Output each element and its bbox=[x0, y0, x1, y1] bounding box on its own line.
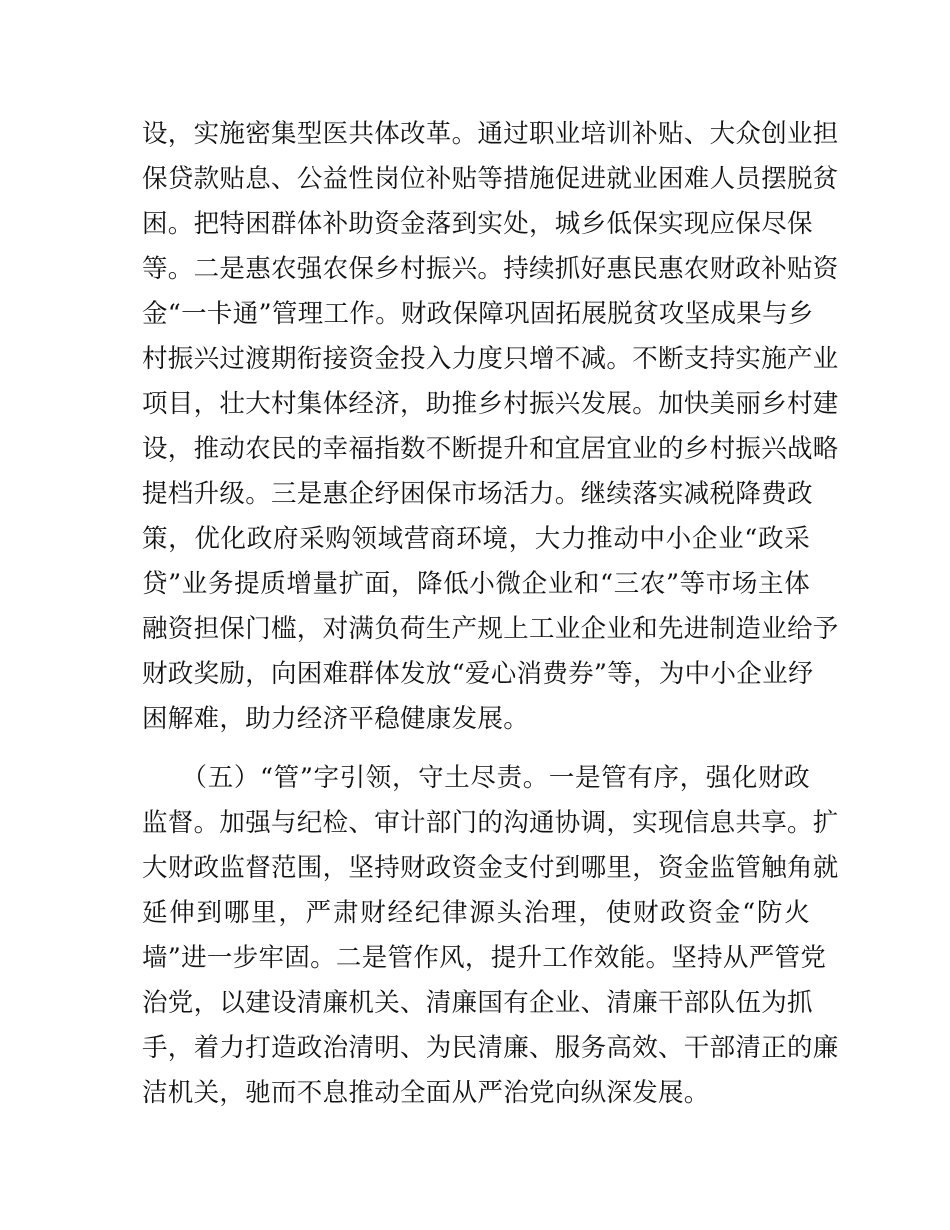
paragraph-1 bbox=[142, 112, 839, 742]
text-line: 困解难，助力经济平稳健康发展。 bbox=[142, 704, 530, 734]
text-line: 监督。加强与纪检、审计部门的沟通协调，实现信息共享。扩 bbox=[142, 808, 839, 838]
text-line: 村振兴过渡期衔接资金投入力度只增不减。不断支持实施产业 bbox=[142, 344, 839, 374]
text-line: 融资担保门槛，对满负荷生产规上工业企业和先进制造业给予 bbox=[142, 614, 839, 644]
paragraph-2 bbox=[142, 756, 839, 1116]
text-line: 墙”进一步牢固。二是管作风，提升工作效能。坚持从严管党 bbox=[142, 943, 827, 973]
text-line: 提档升级。三是惠企纾困保市场活力。继续落实减税降费政 bbox=[142, 479, 813, 509]
text-line: 困。把特困群体补助资金落到实处，城乡低保实现应保尽保 bbox=[142, 209, 813, 239]
text-line: 治党，以建设清廉机关、清廉国有企业、清廉干部队伍为抓 bbox=[142, 988, 813, 1018]
text-line: 保贷款贴息、公益性岗位补贴等措施促进就业困难人员摆脱贫 bbox=[142, 164, 839, 194]
text-line: 设，实施密集型医共体改革。通过职业培训补贴、大众创业担 bbox=[142, 119, 839, 149]
text-line: （五）“管”字引领，守土尽责。一是管有序，强化财政 bbox=[142, 763, 810, 793]
text-line: 手，着力打造政治清明、为民清廉、服务高效、干部清正的廉 bbox=[142, 1033, 839, 1063]
text-line: 策，优化政府采购领域营商环境，大力推动中小企业“政采 bbox=[142, 524, 810, 554]
text-line: 金“一卡通”管理工作。财政保障巩固拓展脱贫攻坚成果与乡 bbox=[142, 299, 814, 329]
text-line: 等。二是惠农强农保乡村振兴。持续抓好惠民惠农财政补贴资 bbox=[142, 254, 839, 284]
text-line: 洁机关，驰而不息推动全面从严治党向纵深发展。 bbox=[142, 1078, 710, 1108]
text-line: 大财政监督范围，坚持财政资金支付到哪里，资金监管触角就 bbox=[142, 853, 839, 883]
text-line: 设，推动农民的幸福指数不断提升和宜居宜业的乡村振兴战略 bbox=[142, 434, 839, 464]
text-line: 贷”业务提质增量扩面，降低小微企业和“三农”等市场主体 bbox=[142, 569, 810, 599]
document-body bbox=[142, 112, 839, 1116]
text-line: 延伸到哪里，严肃财经纪律源头治理，使财政资金“防火 bbox=[142, 898, 810, 928]
text-line: 财政奖励，向困难群体发放“爱心消费券”等，为中小企业纾 bbox=[142, 659, 814, 689]
text-line: 项目，壮大村集体经济，助推乡村振兴发展。加快美丽乡村建 bbox=[142, 389, 839, 419]
